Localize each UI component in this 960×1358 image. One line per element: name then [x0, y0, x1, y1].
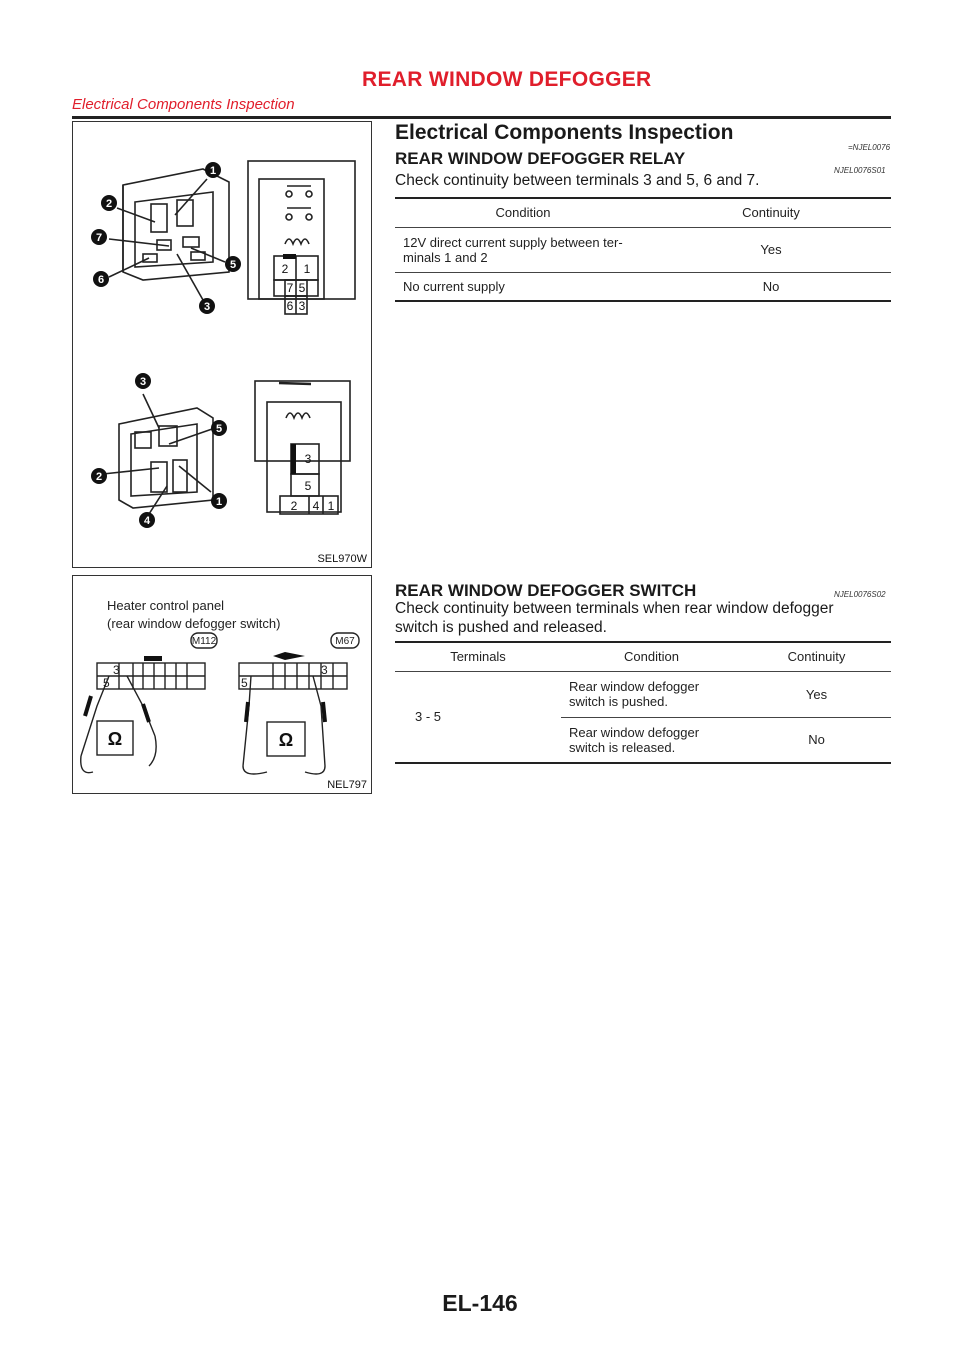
table-row	[395, 671, 891, 717]
grid-a-3: 3	[298, 299, 306, 313]
pin-label-3-right: 3	[321, 663, 328, 677]
relay-ref: NJEL0076S01	[834, 166, 886, 175]
col-continuity: Continuity	[651, 198, 891, 227]
switch-instruction-line1: Check continuity between terminals when rear window defogger	[395, 600, 834, 617]
row-condition-line1: Rear window defogger	[569, 724, 700, 740]
relay-heading: REAR WINDOW DEFOGGER RELAY	[395, 149, 686, 168]
pin-label-5-left: 5	[103, 676, 110, 690]
table-header-row	[395, 198, 891, 227]
row-condition: No current supply	[395, 272, 651, 301]
grid-b-4: 4	[312, 499, 320, 513]
row-continuity: Yes	[651, 227, 891, 272]
col-terminals: Terminals	[395, 642, 561, 671]
callout-2: 2	[105, 198, 113, 210]
figure-code-sel970w: SEL970W	[317, 553, 367, 565]
switch-instruction	[395, 599, 895, 637]
row-condition-line1: 12V direct current supply between ter-	[403, 234, 623, 250]
table-header-row	[395, 642, 891, 671]
row-continuity: Yes	[742, 671, 891, 717]
grid-a-7: 7	[286, 281, 294, 295]
grid-b-2: 2	[290, 499, 298, 513]
callout-5: 5	[229, 259, 237, 271]
row-continuity: No	[651, 272, 891, 301]
row-condition-line1: Rear window defogger	[569, 679, 700, 694]
grid-a-2: 2	[281, 262, 289, 276]
col-condition: Condition	[561, 642, 742, 671]
grid-b-1: 1	[327, 499, 335, 513]
switch-instruction-line2: switch is pushed and released.	[395, 619, 607, 636]
page-header-subtitle: Electrical Components Inspection	[72, 96, 295, 113]
callout-3-lower: 3	[139, 376, 147, 388]
connector-m112: M112	[191, 636, 217, 647]
col-continuity: Continuity	[742, 642, 891, 671]
table-row	[395, 227, 891, 272]
figure-caption-line1: Heater control panel	[107, 598, 225, 613]
section-ref: =NJEL0076	[848, 143, 891, 152]
row-continuity: No	[742, 717, 891, 763]
callout-4-lower: 4	[143, 515, 151, 527]
page-header-title: REAR WINDOW DEFOGGER	[362, 68, 652, 91]
grid-a-1: 1	[303, 262, 311, 276]
relay-continuity-table	[395, 197, 891, 302]
section-title: Electrical Components Inspection	[395, 121, 734, 144]
row-condition	[561, 671, 742, 717]
callout-2-lower: 2	[95, 471, 103, 483]
ohm-icon-right: Ω	[278, 730, 294, 750]
callout-1-lower: 1	[215, 496, 223, 508]
grid-b-5: 5	[304, 479, 312, 493]
table-row	[395, 272, 891, 301]
page-number: EL-146	[442, 1290, 518, 1316]
ohm-icon: Ω	[107, 729, 123, 749]
col-condition: Condition	[395, 198, 651, 227]
figure-code-nel797: NEL797	[327, 779, 367, 791]
row-terminals: 3 - 5	[395, 671, 561, 763]
pin-label-3-left: 3	[113, 663, 120, 677]
grid-a-6: 6	[286, 299, 294, 313]
grid-b-3: 3	[304, 452, 312, 466]
pin-label-5-right: 5	[241, 676, 248, 690]
header-divider	[72, 116, 891, 119]
relay-figure	[72, 121, 372, 568]
callout-3: 3	[203, 301, 211, 313]
figure-caption-line2: (rear window defogger switch)	[107, 616, 281, 631]
connector-m67: M67	[335, 636, 355, 647]
relay-diagram	[73, 122, 373, 569]
callout-5-lower: 5	[215, 423, 223, 435]
switch-continuity-table	[395, 641, 891, 764]
switch-diagram	[73, 576, 373, 795]
relay-instruction: Check continuity between terminals 3 and 5, 6 and 7.	[395, 172, 760, 189]
callout-7: 7	[95, 232, 103, 244]
switch-heading: REAR WINDOW DEFOGGER SWITCH	[395, 581, 697, 600]
row-condition	[561, 717, 742, 763]
row-condition-line2: minals 1 and 2	[403, 249, 488, 265]
grid-a-5: 5	[298, 281, 306, 295]
row-condition-line2: switch is released.	[569, 739, 676, 755]
callout-6: 6	[97, 274, 105, 286]
switch-ref: NJEL0076S02	[834, 590, 886, 599]
callout-1: 1	[209, 165, 217, 177]
row-condition	[395, 227, 651, 272]
row-condition-line2: switch is pushed.	[569, 694, 668, 709]
switch-figure	[72, 575, 372, 794]
